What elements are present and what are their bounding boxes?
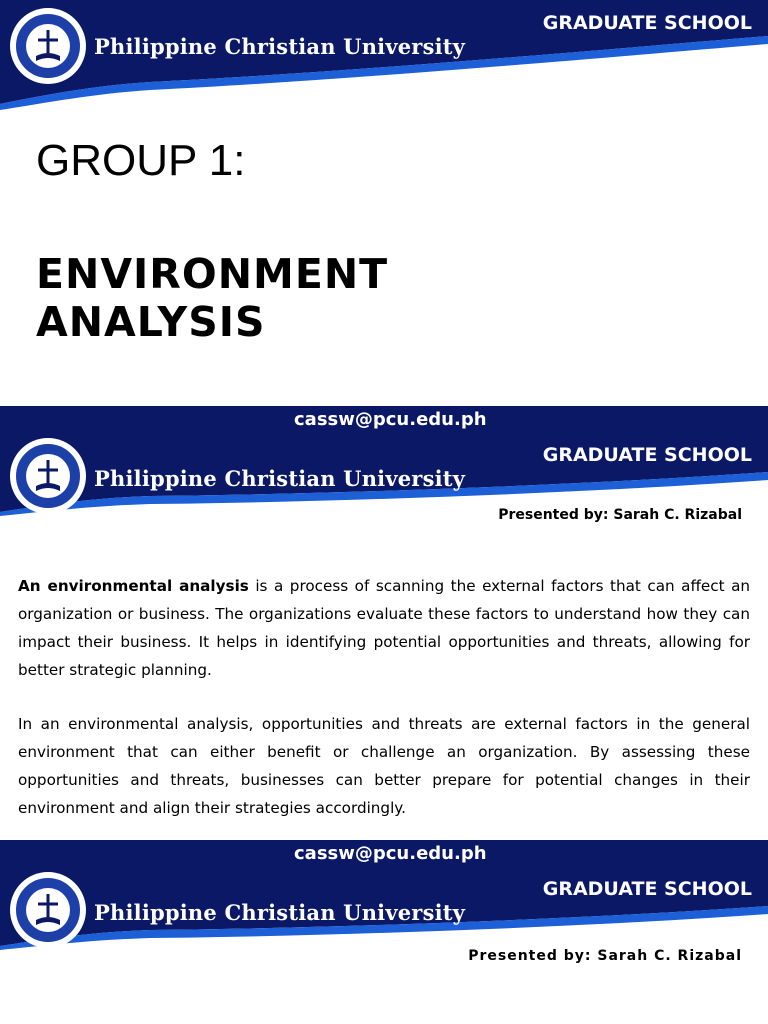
university-seal-icon [8,870,88,950]
contact-email: cassw@pcu.edu.ph [294,843,487,864]
contact-email: cassw@pcu.edu.ph [294,409,487,430]
paragraph-body: is a process of scanning the external factors that can affect an organization or business. The organizations evaluate these factors to understand how they can impact their business. It helps in identifying potential opportunities and threats, allowing for better strategic planning. [18,577,751,679]
group-title: GROUP 1: [36,136,246,185]
slide2-banner [0,406,768,516]
paragraph-definition [18,572,750,684]
topic-title: ENVIRONMENT ANALYSIS [36,250,389,346]
university-seal-icon [8,6,88,86]
slide3-banner [0,840,768,950]
university-name: Philippine Christian University [94,900,466,925]
university-name: Philippine Christian University [94,34,466,59]
university-name: Philippine Christian University [94,466,466,491]
paragraph-lead-term: An environmental analysis [18,577,249,595]
university-seal-icon [8,436,88,516]
presenter-credit: Presented by: Sarah C. Rizabal [468,948,742,964]
graduate-school-label: GRADUATE SCHOOL [542,12,752,34]
presenter-credit: Presented by: Sarah C. Rizabal [498,507,742,523]
graduate-school-label: GRADUATE SCHOOL [542,878,752,900]
slide1-banner [0,0,768,110]
paragraph-opportunities-threats: In an environmental analysis, opportunities and threats are external factors in the general environment that can either benefit or challenge an organization. By assessing these opportunities and threats, businesses can better prepare for potential changes in their environment and align their strategies accordingly. [18,715,750,817]
graduate-school-label: GRADUATE SCHOOL [542,444,752,466]
